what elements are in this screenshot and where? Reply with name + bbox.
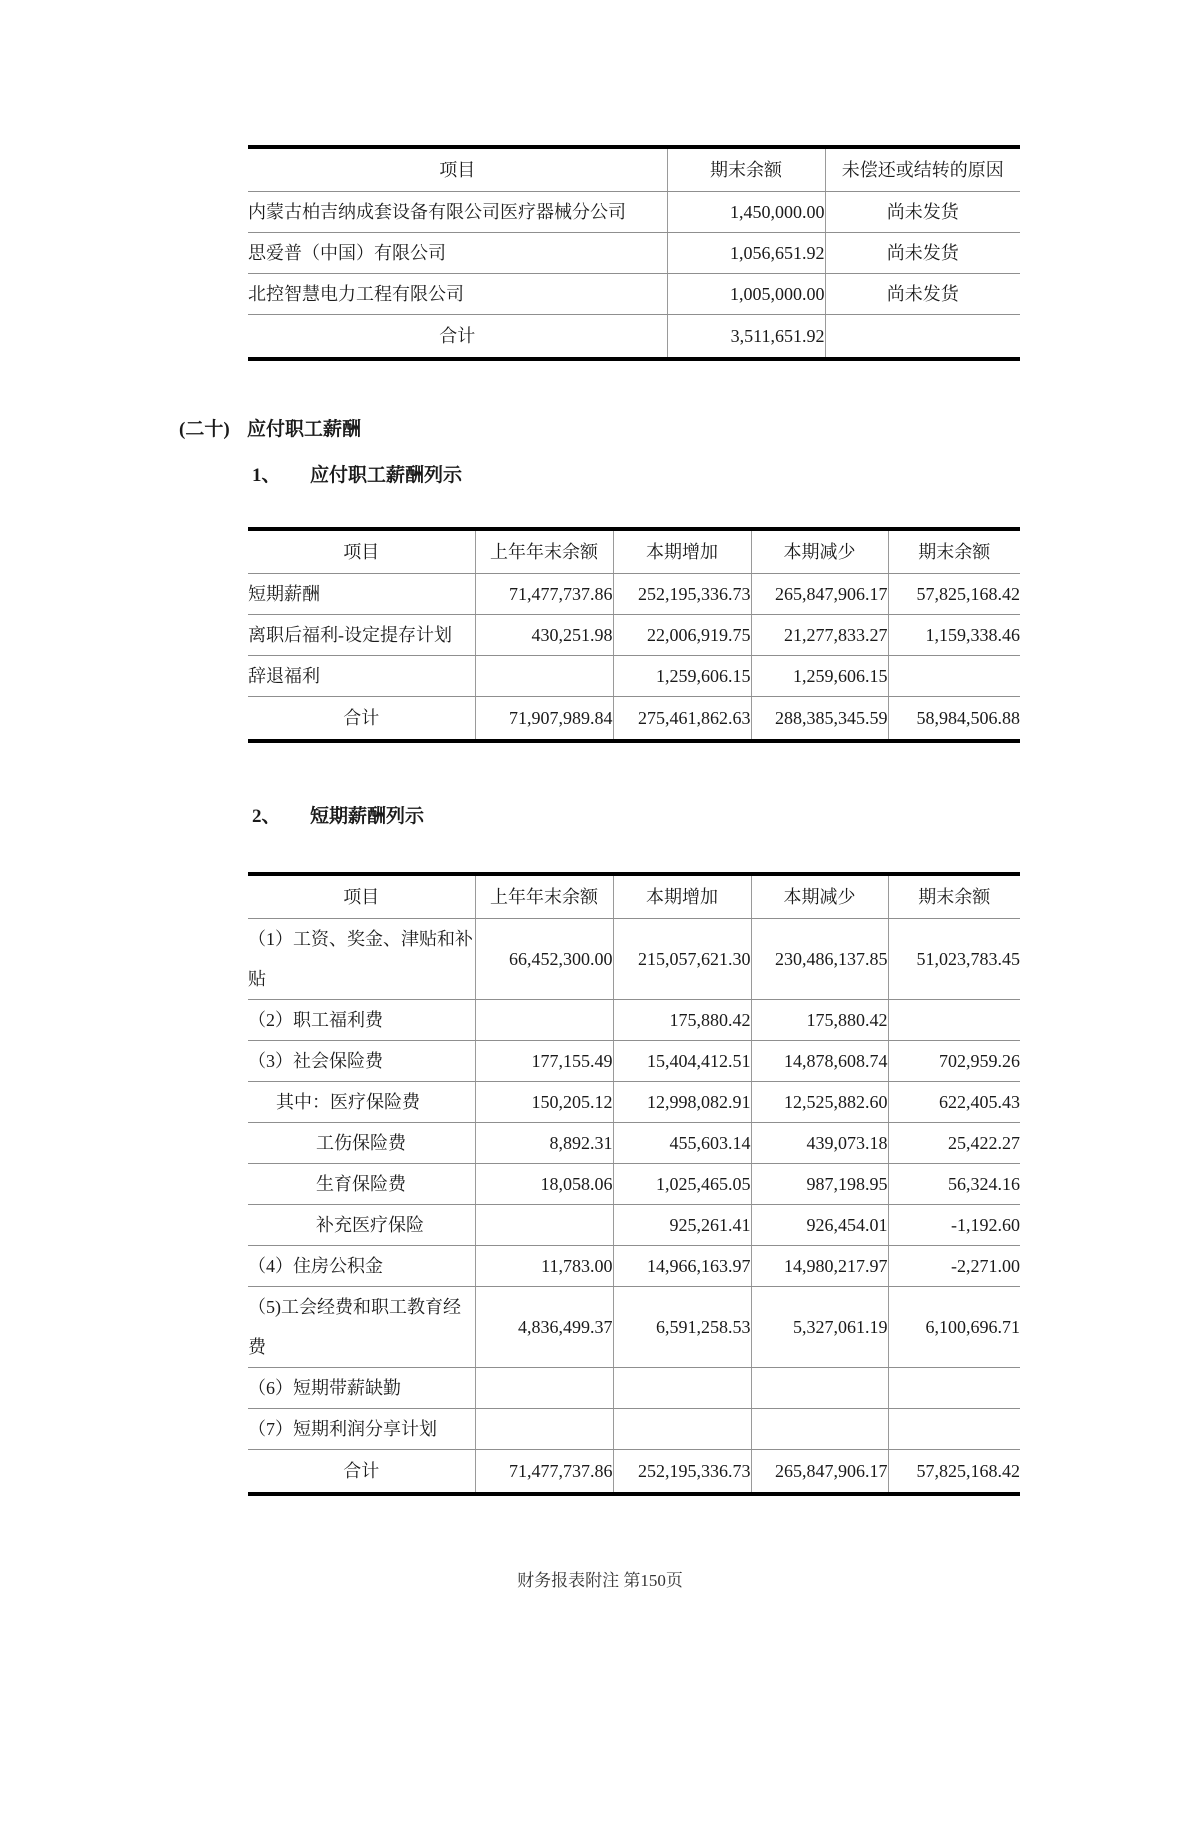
- row-label: （3）社会保险费: [248, 1041, 475, 1082]
- short-term-table-body: [248, 919, 1020, 1495]
- row-label: （4）住房公积金: [248, 1246, 475, 1287]
- cell-value: 926,454.01: [751, 1205, 888, 1246]
- table-row: [248, 274, 1020, 315]
- cell-value: 265,847,906.17: [751, 1450, 888, 1495]
- table-row: [248, 615, 1020, 656]
- cell-value: 5,327,061.19: [751, 1287, 888, 1368]
- table-row: [248, 192, 1020, 233]
- cell-value: -1,192.60: [888, 1205, 1020, 1246]
- cell-value: 175,880.42: [613, 1000, 751, 1041]
- row-label: （2）职工福利费: [248, 1000, 475, 1041]
- header-row: [248, 874, 1020, 919]
- cell-value: 455,603.14: [613, 1123, 751, 1164]
- cell-value: -2,271.00: [888, 1246, 1020, 1287]
- table-row: [248, 656, 1020, 697]
- cell-value: [475, 1000, 613, 1041]
- compensation-table-body: [248, 574, 1020, 742]
- row-label: 离职后福利-设定提存计划: [248, 615, 475, 656]
- cell-value: 252,195,336.73: [613, 1450, 751, 1495]
- compensation-payable-table: [248, 527, 1020, 743]
- short-term-table-head: [248, 874, 1020, 919]
- cell-value: 1,259,606.15: [613, 656, 751, 697]
- short-term-compensation-table: [248, 872, 1020, 1496]
- row-label: 思爱普（中国）有限公司: [248, 233, 667, 274]
- cell-value: 14,966,163.97: [613, 1246, 751, 1287]
- cell-value: 57,825,168.42: [888, 574, 1020, 615]
- cell-value: 177,155.49: [475, 1041, 613, 1082]
- cell-value: 430,251.98: [475, 615, 613, 656]
- row-label: 北控智慧电力工程有限公司: [248, 274, 667, 315]
- cell-value: 622,405.43: [888, 1082, 1020, 1123]
- row-label: 内蒙古柏吉纳成套设备有限公司医疗器械分公司: [248, 192, 667, 233]
- cell-value: 22,006,919.75: [613, 615, 751, 656]
- cell-value: 230,486,137.85: [751, 919, 888, 1000]
- table-row: [248, 574, 1020, 615]
- cell-value: 1,159,338.46: [888, 615, 1020, 656]
- subsection-2-title: 短期薪酬列示: [310, 806, 425, 827]
- table-row: [248, 1123, 1020, 1164]
- section-heading: [179, 418, 1200, 442]
- header-row: [248, 147, 1020, 192]
- cell-value: 尚未发货: [825, 233, 1020, 274]
- row-label: 合计: [248, 315, 667, 360]
- subsection-2-heading: [252, 805, 1200, 829]
- cell-value: [888, 1000, 1020, 1041]
- prepayments-table: [248, 145, 1020, 361]
- cell-value: [475, 1205, 613, 1246]
- cell-value: [888, 656, 1020, 697]
- column-header: 上年年末余额: [475, 874, 613, 919]
- column-header: 本期增加: [613, 529, 751, 574]
- subsection-1-number: 1、: [252, 465, 281, 486]
- cell-value: 15,404,412.51: [613, 1041, 751, 1082]
- table-row: [248, 1205, 1020, 1246]
- cell-value: 6,100,696.71: [888, 1287, 1020, 1368]
- cell-value: 1,005,000.00: [667, 274, 825, 315]
- cell-value: 71,477,737.86: [475, 1450, 613, 1495]
- cell-value: 51,023,783.45: [888, 919, 1020, 1000]
- cell-value: 1,450,000.00: [667, 192, 825, 233]
- row-label: 合计: [248, 697, 475, 742]
- table-row: [248, 919, 1020, 1000]
- cell-value: [475, 1409, 613, 1450]
- cell-value: 1,025,465.05: [613, 1164, 751, 1205]
- section-number: (二十): [179, 419, 230, 440]
- row-label: 生育保险费: [248, 1164, 475, 1205]
- cell-value: [751, 1409, 888, 1450]
- cell-value: [475, 656, 613, 697]
- cell-value: 702,959.26: [888, 1041, 1020, 1082]
- table-row: [248, 1287, 1020, 1368]
- cell-value: 150,205.12: [475, 1082, 613, 1123]
- header-row: [248, 529, 1020, 574]
- prepayments-table-body: [248, 192, 1020, 360]
- cell-value: 14,980,217.97: [751, 1246, 888, 1287]
- cell-value: 1,259,606.15: [751, 656, 888, 697]
- row-label: （7）短期利润分享计划: [248, 1409, 475, 1450]
- compensation-table-head: [248, 529, 1020, 574]
- cell-value: 4,836,499.37: [475, 1287, 613, 1368]
- cell-value: 6,591,258.53: [613, 1287, 751, 1368]
- column-header: 本期减少: [751, 529, 888, 574]
- row-label: 其中：医疗保险费: [248, 1082, 475, 1123]
- table-row: [248, 233, 1020, 274]
- row-label: 短期薪酬: [248, 574, 475, 615]
- cell-value: 71,477,737.86: [475, 574, 613, 615]
- column-header: 项目: [248, 874, 475, 919]
- cell-value: [751, 1368, 888, 1409]
- total-row: [248, 315, 1020, 360]
- page-footer: 财务报表附注 第150页: [517, 1571, 683, 1590]
- row-label: 补充医疗保险: [248, 1205, 475, 1246]
- cell-value: 925,261.41: [613, 1205, 751, 1246]
- column-header: 期末余额: [888, 874, 1020, 919]
- cell-value: [888, 1409, 1020, 1450]
- column-header: 上年年末余额: [475, 529, 613, 574]
- column-header: 未偿还或结转的原因: [825, 147, 1020, 192]
- cell-value: 11,783.00: [475, 1246, 613, 1287]
- cell-value: [475, 1368, 613, 1409]
- cell-value: 71,907,989.84: [475, 697, 613, 742]
- row-label: 辞退福利: [248, 656, 475, 697]
- table-row: [248, 1368, 1020, 1409]
- prepayments-table-head: [248, 147, 1020, 192]
- table-row: [248, 1246, 1020, 1287]
- section-title: 应付职工薪酬: [247, 419, 362, 440]
- cell-value: 175,880.42: [751, 1000, 888, 1041]
- total-row: [248, 697, 1020, 742]
- cell-value: [825, 315, 1020, 360]
- cell-value: 尚未发货: [825, 192, 1020, 233]
- cell-value: 252,195,336.73: [613, 574, 751, 615]
- cell-value: [888, 1368, 1020, 1409]
- row-label: （5)工会经费和职工教育经费: [248, 1287, 475, 1368]
- cell-value: 275,461,862.63: [613, 697, 751, 742]
- cell-value: 14,878,608.74: [751, 1041, 888, 1082]
- row-label: 合计: [248, 1450, 475, 1495]
- column-header: 本期减少: [751, 874, 888, 919]
- cell-value: 1,056,651.92: [667, 233, 825, 274]
- row-label: 工伤保险费: [248, 1123, 475, 1164]
- column-header: 项目: [248, 147, 667, 192]
- cell-value: 8,892.31: [475, 1123, 613, 1164]
- table-row: [248, 1041, 1020, 1082]
- cell-value: 56,324.16: [888, 1164, 1020, 1205]
- cell-value: 265,847,906.17: [751, 574, 888, 615]
- column-header: 期末余额: [888, 529, 1020, 574]
- column-header: 本期增加: [613, 874, 751, 919]
- cell-value: 3,511,651.92: [667, 315, 825, 360]
- row-label: （6）短期带薪缺勤: [248, 1368, 475, 1409]
- table-row: [248, 1164, 1020, 1205]
- cell-value: 58,984,506.88: [888, 697, 1020, 742]
- cell-value: 66,452,300.00: [475, 919, 613, 1000]
- cell-value: 21,277,833.27: [751, 615, 888, 656]
- cell-value: 25,422.27: [888, 1123, 1020, 1164]
- cell-value: 18,058.06: [475, 1164, 613, 1205]
- cell-value: 439,073.18: [751, 1123, 888, 1164]
- cell-value: 尚未发货: [825, 274, 1020, 315]
- subsection-2-number: 2、: [252, 806, 281, 827]
- cell-value: [613, 1409, 751, 1450]
- total-row: [248, 1450, 1020, 1495]
- table-row: [248, 1082, 1020, 1123]
- row-label: （1）工资、奖金、津贴和补贴: [248, 919, 475, 1000]
- cell-value: 288,385,345.59: [751, 697, 888, 742]
- table-row: [248, 1409, 1020, 1450]
- subsection-1-title: 应付职工薪酬列示: [310, 465, 463, 486]
- subsection-1-heading: [252, 464, 1200, 488]
- table-row: [248, 1000, 1020, 1041]
- cell-value: 57,825,168.42: [888, 1450, 1020, 1495]
- cell-value: 987,198.95: [751, 1164, 888, 1205]
- column-header: 期末余额: [667, 147, 825, 192]
- cell-value: 12,525,882.60: [751, 1082, 888, 1123]
- cell-value: [613, 1368, 751, 1409]
- column-header: 项目: [248, 529, 475, 574]
- cell-value: 12,998,082.91: [613, 1082, 751, 1123]
- cell-value: 215,057,621.30: [613, 919, 751, 1000]
